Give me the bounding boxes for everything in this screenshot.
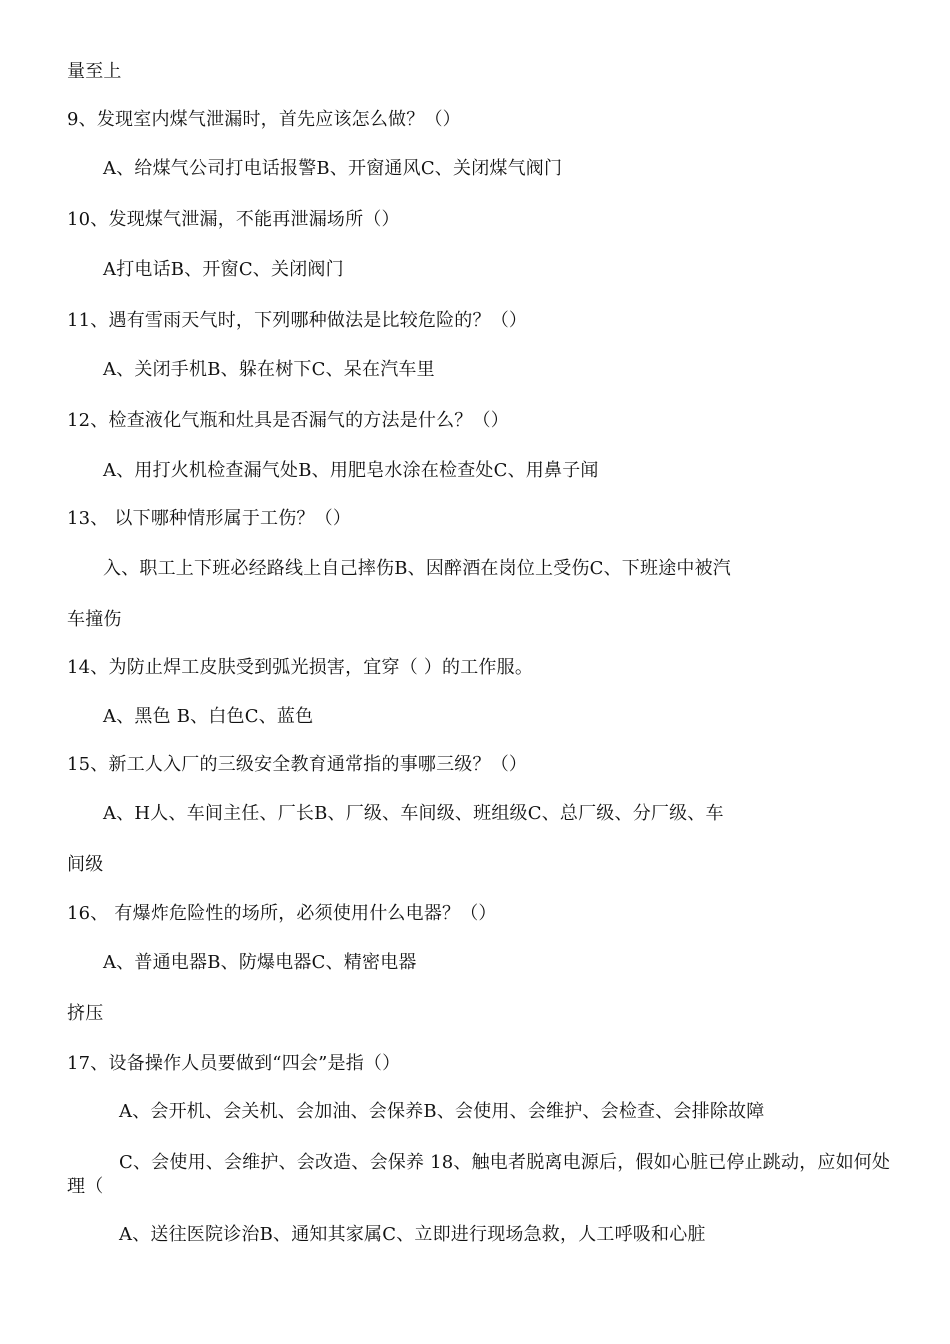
question-14-options: A、黑色 B、白色C、蓝色 <box>103 706 314 727</box>
question-17-options: A、会开机、会关机、会加油、会保养B、会使用、会维护、会检查、会排除故障 <box>119 1101 765 1122</box>
question-9: 9、发现室内煤气泄漏时，首先应该怎么做？（） <box>67 109 461 130</box>
question-17: 17、设备操作人员要做到“四会”是指（） <box>67 1053 401 1074</box>
question-13: 13、 以下哪种情形属于工伤？（） <box>67 508 352 529</box>
question-15-options: A、H人、车间主任、厂长B、厂级、车间级、班组级C、总厂级、分厂级、车 <box>103 803 724 824</box>
question-10: 10、发现煤气泄漏，不能再泄漏场所（） <box>67 209 400 230</box>
question-15: 15、新工人入厂的三级安全教育通常指的事哪三级？（） <box>67 754 528 775</box>
question-11-options: A、关闭手机B、躲在树下C、呆在汽车里 <box>103 359 435 380</box>
text-line: 挤压 <box>67 1003 104 1024</box>
question-13-options: 入、职工上下班必经路线上自己摔伤B、因醉酒在岗位上受伤C、下班途中被汽 <box>103 558 731 579</box>
question-13-options-continued: 车撞伤 <box>67 609 122 630</box>
question-12: 12、检查液化气瓶和灶具是否漏气的方法是什么？（） <box>67 410 509 431</box>
question-18-options: A、送往医院诊治B、通知其家属C、立即进行现场急救，人工呼吸和心脏 <box>119 1224 706 1245</box>
question-11: 11、遇有雪雨天气时，下列哪种做法是比较危险的？（） <box>67 310 528 331</box>
question-12-options: A、用打火机检查漏气处B、用肥皂水涂在检查处C、用鼻子闻 <box>103 460 599 481</box>
question-14: 14、为防止焊工皮肤受到弧光损害，宜穿（ ）的工作服。 <box>67 657 534 678</box>
question-17-18-mixed: C、会使用、会维护、会改造、会保养 18、触电者脱离电源后，假如心脏已停止跳动，应如何处理（ <box>67 1152 891 1197</box>
question-9-options: A、给煤气公司打电话报警B、开窗通风C、关闭煤气阀门 <box>103 158 563 179</box>
question-15-options-continued: 间级 <box>67 854 104 875</box>
question-16-options: A、普通电器B、防爆电器C、精密电器 <box>103 952 417 973</box>
question-16: 16、 有爆炸危险性的场所，必须使用什么电器？（） <box>67 903 497 924</box>
question-10-options: A打电话B、开窗C、关闭阀门 <box>103 259 344 280</box>
text-line: 量至上 <box>67 61 122 82</box>
